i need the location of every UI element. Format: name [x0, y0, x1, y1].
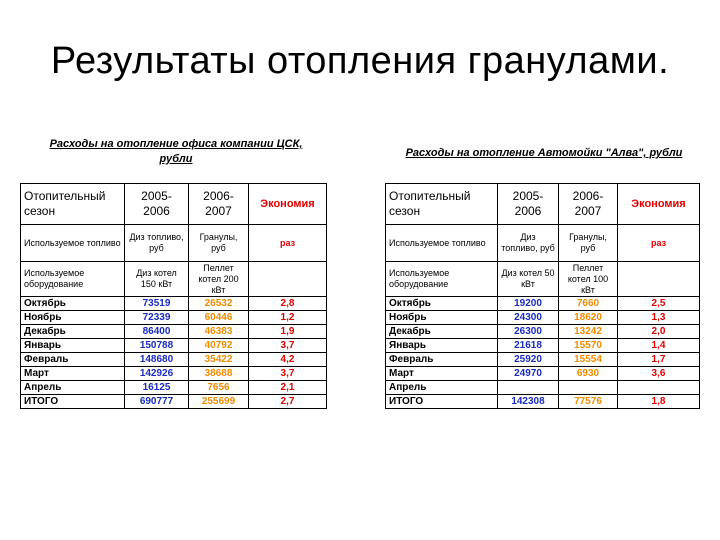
month-cell: Февраль — [386, 353, 498, 367]
equipment-col2: Пеллет котел 100 кВт — [559, 262, 618, 297]
fuel-col3: раз — [618, 225, 700, 262]
equipment-col1: Диз котел 150 кВт — [125, 262, 189, 297]
fuel-col1: Диз топливо, руб — [498, 225, 559, 262]
value-2006-cell: 13242 — [559, 325, 618, 339]
economy-cell — [618, 381, 700, 395]
month-cell: Январь — [386, 339, 498, 353]
value-2005-cell: 24300 — [498, 311, 559, 325]
value-2005-cell: 24970 — [498, 367, 559, 381]
table-row — [386, 353, 700, 367]
value-2005-cell: 148680 — [125, 353, 189, 367]
table-row — [21, 353, 327, 367]
month-cell: Январь — [21, 339, 125, 353]
value-2006-cell: 7656 — [189, 381, 249, 395]
total-2006-cell: 255699 — [189, 395, 249, 409]
table-row — [386, 367, 700, 381]
header-col1: 2005-2006 — [125, 184, 189, 225]
equipment-col3 — [618, 262, 700, 297]
value-2006-cell: 26532 — [189, 297, 249, 311]
fuel-col2: Гранулы, руб — [559, 225, 618, 262]
value-2005-cell: 26300 — [498, 325, 559, 339]
total-label: ИТОГО — [386, 395, 498, 409]
value-2006-cell: 6930 — [559, 367, 618, 381]
value-2006-cell — [559, 381, 618, 395]
left-cost-table — [20, 183, 327, 409]
value-2006-cell: 15570 — [559, 339, 618, 353]
header-season: Отопительный сезон — [386, 184, 498, 225]
table-row — [21, 339, 327, 353]
total-2005-cell: 142308 — [498, 395, 559, 409]
value-2005-cell: 19200 — [498, 297, 559, 311]
equipment-col2: Пеллет котел 200 кВт — [189, 262, 249, 297]
right-table-caption: Расходы на отопление Автомойки "Алва", рубли — [405, 147, 683, 159]
fuel-col1: Диз топливо, руб — [125, 225, 189, 262]
table-row-total — [386, 395, 700, 409]
value-2006-cell: 38688 — [189, 367, 249, 381]
economy-cell: 1,2 — [249, 311, 327, 325]
economy-cell: 3,7 — [249, 339, 327, 353]
month-cell: Февраль — [21, 353, 125, 367]
month-cell: Апрель — [21, 381, 125, 395]
table-row — [21, 367, 327, 381]
value-2006-cell: 7660 — [559, 297, 618, 311]
total-2006-cell: 77576 — [559, 395, 618, 409]
value-2006-cell: 35422 — [189, 353, 249, 367]
economy-cell: 2,5 — [618, 297, 700, 311]
total-label: ИТОГО — [21, 395, 125, 409]
total-economy-cell: 1,8 — [618, 395, 700, 409]
value-2006-cell: 15554 — [559, 353, 618, 367]
fuel-label: Используемое топливо — [21, 225, 125, 262]
fuel-label: Используемое топливо — [386, 225, 498, 262]
equipment-label: Используемое оборудование — [21, 262, 125, 297]
fuel-col3: раз — [249, 225, 327, 262]
table-row — [21, 381, 327, 395]
value-2005-cell: 142926 — [125, 367, 189, 381]
value-2006-cell: 40792 — [189, 339, 249, 353]
table-row — [386, 381, 700, 395]
economy-cell: 2,1 — [249, 381, 327, 395]
table-row — [21, 297, 327, 311]
month-cell: Апрель — [386, 381, 498, 395]
value-2005-cell: 21618 — [498, 339, 559, 353]
economy-cell: 4,2 — [249, 353, 327, 367]
month-cell: Ноябрь — [386, 311, 498, 325]
table-row — [21, 325, 327, 339]
header-economy: Экономия — [249, 184, 327, 225]
header-economy: Экономия — [618, 184, 700, 225]
value-2006-cell: 18620 — [559, 311, 618, 325]
table-row — [386, 325, 700, 339]
total-2005-cell: 690777 — [125, 395, 189, 409]
economy-cell: 2,8 — [249, 297, 327, 311]
table-row — [386, 311, 700, 325]
month-cell: Октябрь — [21, 297, 125, 311]
month-cell: Декабрь — [21, 325, 125, 339]
value-2005-cell: 25920 — [498, 353, 559, 367]
month-cell: Октябрь — [386, 297, 498, 311]
header-col2: 2006-2007 — [189, 184, 249, 225]
left-caption-line1: Расходы на отопление офиса компании ЦСК, — [49, 138, 303, 150]
economy-cell: 1,7 — [618, 353, 700, 367]
value-2006-cell: 60446 — [189, 311, 249, 325]
header-season: Отопительный сезон — [21, 184, 125, 225]
economy-cell: 3,6 — [618, 367, 700, 381]
page-title: Результаты отопления гранулами. — [50, 40, 670, 82]
economy-cell: 2,0 — [618, 325, 700, 339]
table-row — [21, 311, 327, 325]
value-2006-cell: 46383 — [189, 325, 249, 339]
fuel-col2: Гранулы, руб — [189, 225, 249, 262]
economy-cell: 3,7 — [249, 367, 327, 381]
table-row — [386, 297, 700, 311]
equipment-col1: Диз котел 50 кВт — [498, 262, 559, 297]
total-economy-cell: 2,7 — [249, 395, 327, 409]
month-cell: Март — [21, 367, 125, 381]
value-2005-cell: 86400 — [125, 325, 189, 339]
value-2005-cell — [498, 381, 559, 395]
value-2005-cell: 73519 — [125, 297, 189, 311]
table-row — [386, 339, 700, 353]
economy-cell: 1,4 — [618, 339, 700, 353]
right-cost-table — [385, 183, 700, 409]
value-2005-cell: 72339 — [125, 311, 189, 325]
value-2005-cell: 16125 — [125, 381, 189, 395]
equipment-label: Используемое оборудование — [386, 262, 498, 297]
equipment-col3 — [249, 262, 327, 297]
economy-cell: 1,3 — [618, 311, 700, 325]
header-col2: 2006-2007 — [559, 184, 618, 225]
table-row-total — [21, 395, 327, 409]
header-col1: 2005-2006 — [498, 184, 559, 225]
value-2005-cell: 150788 — [125, 339, 189, 353]
month-cell: Ноябрь — [21, 311, 125, 325]
month-cell: Декабрь — [386, 325, 498, 339]
left-table-caption — [30, 137, 322, 167]
left-caption-line2: рубли — [159, 153, 193, 165]
economy-cell: 1,9 — [249, 325, 327, 339]
month-cell: Март — [386, 367, 498, 381]
